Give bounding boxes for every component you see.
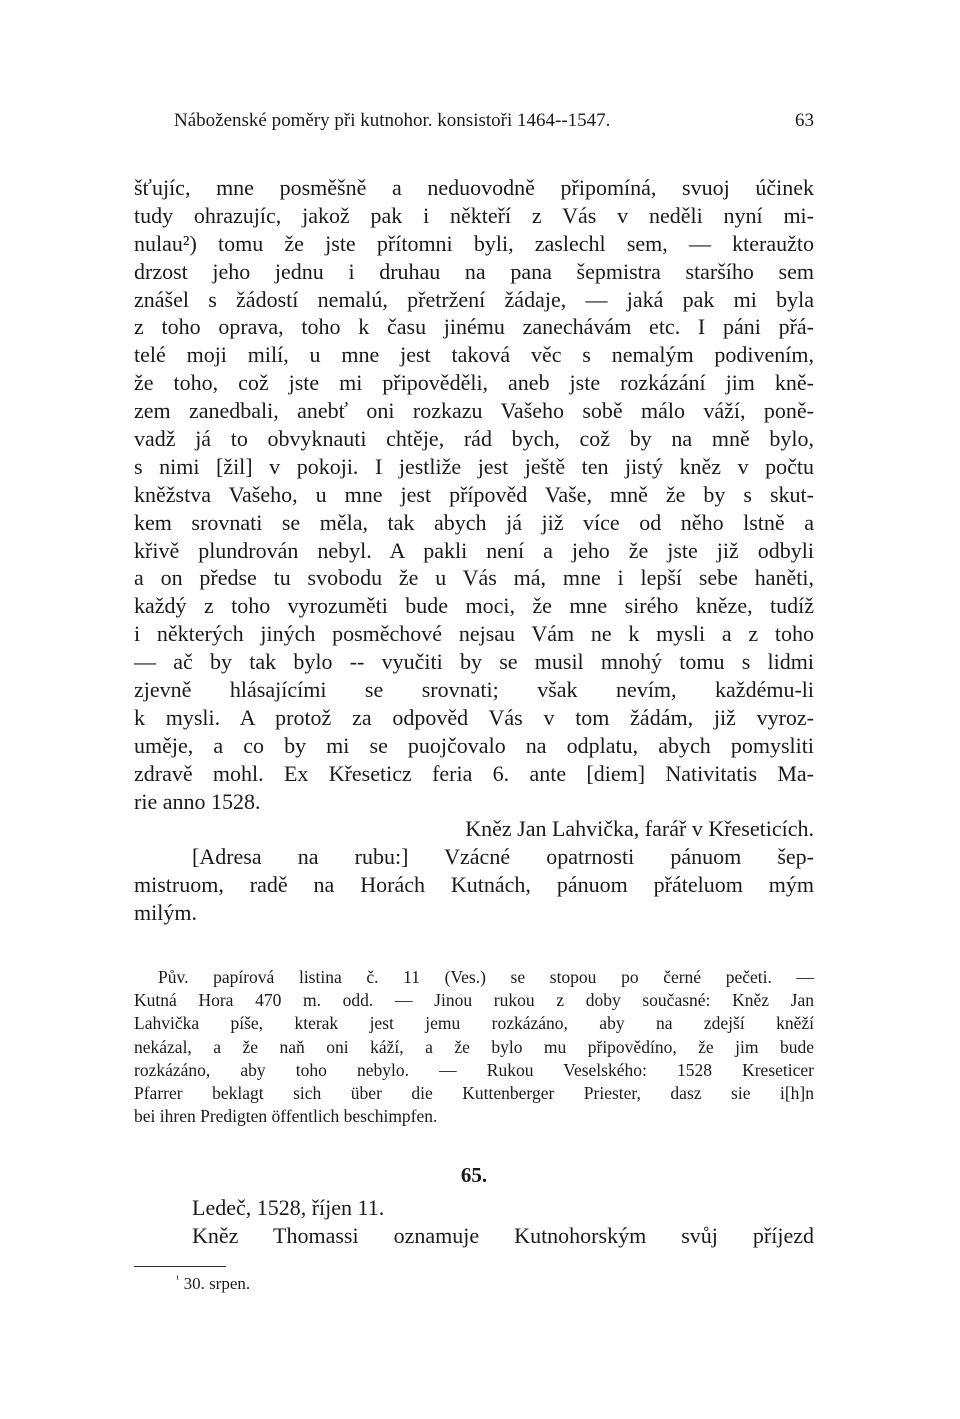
footnote-marker: ¹ bbox=[176, 1273, 180, 1286]
letter-body bbox=[134, 174, 814, 927]
text-line: křivě plundrován nebyl. A pakli není a jeho že jste již odbyli bbox=[134, 537, 814, 563]
text-line: zem zanedbali, anebť oni rozkazu Vašeho sobě málo váží, poně- bbox=[134, 398, 814, 424]
address-line: mistruom, radě na Horách Kutnách, pánuom přáteluom mým bbox=[134, 872, 814, 898]
text-line: kněžstva Vašeho, u mne jest přípověd Vaše, mně že by s skut- bbox=[134, 481, 814, 507]
text-line: kem srovnati se měla, tak abych já již více od něho lstně a bbox=[134, 509, 814, 535]
address-line: [Adresa na rubu:] Vzácné opatrnosti pánuom šep- bbox=[192, 844, 814, 870]
text-line: z toho oprava, toho k času jinému zanechávám etc. I páni přá- bbox=[134, 314, 814, 340]
text-line: zjevně hlásajícími se srovnati; však nevím, každému-li bbox=[134, 677, 814, 703]
page-number: 63 bbox=[795, 110, 814, 131]
footnote bbox=[176, 1272, 250, 1296]
text-line: nulau²) tomu že jste přítomni byli, zaslechl sem, — kteraužto bbox=[134, 230, 814, 256]
next-document-header bbox=[134, 1194, 814, 1250]
running-head bbox=[174, 106, 814, 136]
text-line: vadž já to obvyknauti chtěje, rád bych, což by na mně bylo, bbox=[134, 426, 814, 452]
text-line: uměje, a co by mi se puojčovalo na odplatu, abych pomysliti bbox=[134, 732, 814, 758]
running-head-title: Náboženské poměry při kutnohor. konsistoři 1464--1547. bbox=[174, 110, 611, 131]
text-line: a on předse tu svobodu že u Vás má, mne i lepší sebe haněti, bbox=[134, 565, 814, 591]
text-line: že toho, což jste mi připověděli, aneb jste rozkázání jim kně- bbox=[134, 370, 814, 396]
text-line: rie anno 1528. bbox=[134, 788, 261, 814]
note-line: Pův. papírová listina č. 11 (Ves.) se stopou po černé pečeti. — bbox=[158, 967, 814, 987]
archival-notes bbox=[134, 966, 814, 1128]
text-line: šťujíc, mne posměšně a neduovodně připomíná, svuoj účinek bbox=[134, 175, 814, 200]
text-line: zdravě mohl. Ex Křeseticz feria 6. ante [diem] Nativitatis Ma- bbox=[134, 760, 814, 786]
text-line: každý z toho vyrozuměti bude moci, že mne sirého kněze, tudíž bbox=[134, 593, 814, 619]
signature: Kněz Jan Lahvička, farář v Křeseticích. bbox=[465, 816, 814, 842]
text-line: k mysli. A protož za odpověd Vás v tom žádám, již vyroz- bbox=[134, 704, 814, 730]
document-number: 65. bbox=[460, 1163, 488, 1187]
text-line: — ač by tak bylo -- vyučiti by se musil mnohý tomu s lidmi bbox=[134, 649, 814, 675]
text-line: znášel s žádostí nemalú, přetržení žádaje, — jaká pak mi byla bbox=[134, 286, 814, 312]
footnote-rule bbox=[134, 1266, 226, 1267]
text-line: tudy ohrazujíc, jakož pak i někteří z Vás v neděli nyní mi- bbox=[134, 202, 814, 228]
text-line: telé moji milí, u mne jest taková věc s nemalým podivením, bbox=[134, 342, 814, 368]
regest-line: Kněz Thomassi oznamuje Kutnohorským svůj příjezd bbox=[192, 1222, 814, 1248]
address-line: milým. bbox=[134, 900, 197, 926]
note-line: Lahvička píše, kterak jest jemu rozkázáno, aby na zdejší kněží bbox=[134, 1013, 814, 1034]
date-line: Ledeč, 1528, říjen 11. bbox=[192, 1195, 385, 1220]
note-line: nekázal, a že naň oni káží, a že bylo mu připovědíno, že jim bude bbox=[134, 1036, 814, 1057]
note-line: rozkázáno, aby toho nebylo. — Rukou Veselského: 1528 Kreseticer bbox=[134, 1059, 814, 1080]
note-line: Pfarrer beklagt sich über die Kuttenberger Priester, dasz sie i[h]n bbox=[134, 1082, 814, 1103]
text-line: drzost jeho jednu i druhau na pana šepmistra staršího sem bbox=[134, 258, 814, 284]
footnote-text: 30. srpen. bbox=[183, 1274, 251, 1293]
note-line: Kutná Hora 470 m. odd. — Jinou rukou z doby současné: Kněz Jan bbox=[134, 990, 814, 1011]
text-line: i některých jiných posměchové nejsau Vám ne k mysli a z toho bbox=[134, 621, 814, 647]
text-line: s nimi [žil] v pokoji. I jestliže jest ještě ten jistý kněz v počtu bbox=[134, 453, 814, 479]
note-line: bei ihren Predigten öffentlich beschimpfen. bbox=[134, 1106, 438, 1127]
